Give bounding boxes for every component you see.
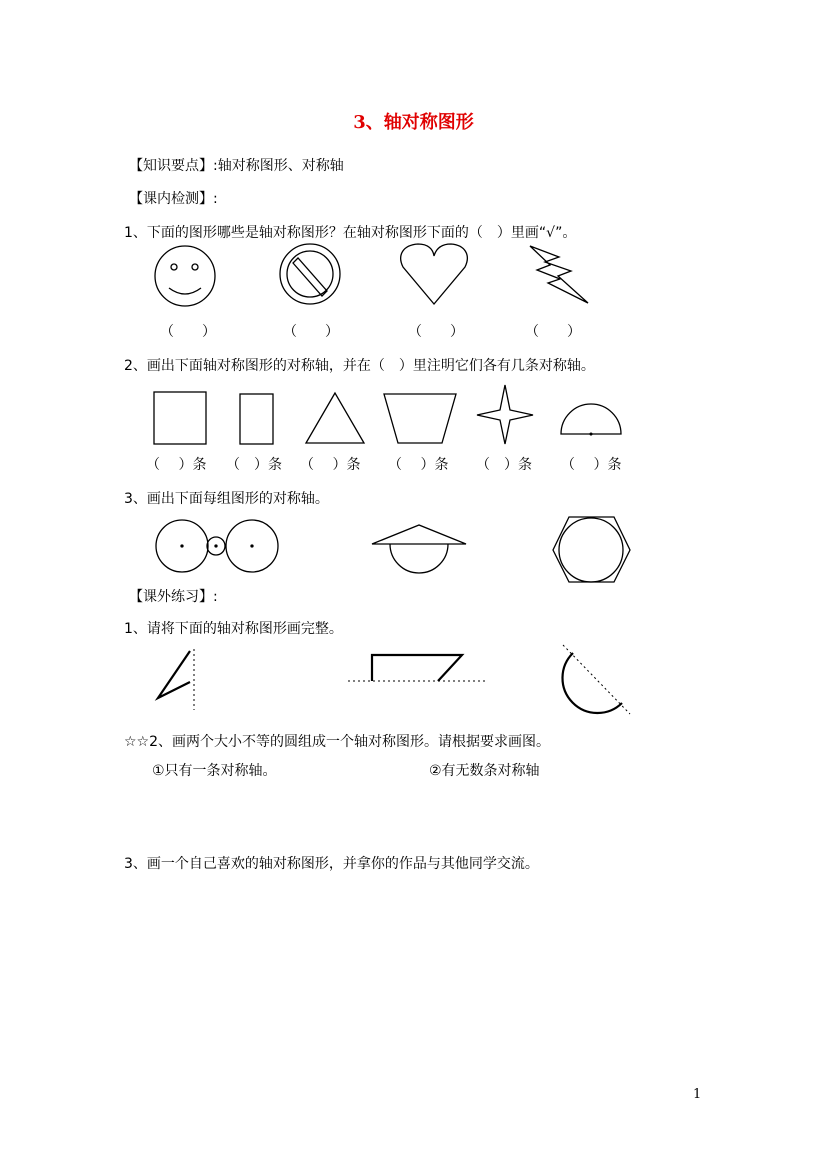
question-1-text: 1、下面的图形哪些是轴对称图形？在轴对称图形下面的（ ）里画“√”。	[124, 225, 577, 241]
knowledge-content: :轴对称图形、对称轴	[213, 158, 344, 174]
half-triangle-figure	[158, 649, 194, 710]
square-icon	[154, 392, 206, 444]
smiley-face-icon	[155, 246, 215, 306]
q2-answer-blank[interactable]: （ ）条	[388, 457, 449, 473]
exercise-3-text: 3、画一个自己喜欢的轴对称图形，并拿你的作品与其他同学交流。	[124, 856, 539, 872]
half-circle-figure	[562, 645, 630, 714]
q1-answer-blank[interactable]: （ ）	[283, 324, 339, 340]
three-circles-icon	[156, 520, 278, 572]
triangle-semicircle-icon	[372, 525, 466, 573]
hexagon-circle-icon	[553, 517, 630, 582]
question-3-text: 3、画出下面每组图形的对称轴。	[124, 491, 329, 507]
q1-answer-blank[interactable]: （ ）	[160, 324, 216, 340]
q2-answer-blank[interactable]: （ ）条	[300, 457, 361, 473]
section-extra-heading: 【课外练习】:	[129, 589, 218, 605]
semicircle-icon	[561, 404, 621, 435]
exercise-2-text: ☆☆2、画两个大小不等的圆组成一个轴对称图形。请根据要求画图。	[124, 734, 551, 750]
trapezoid-icon	[384, 394, 456, 443]
q1-answer-blank[interactable]: （ ）	[408, 324, 464, 340]
question-2-text: 2、画出下面轴对称图形的对称轴，并在（ ）里注明它们各有几条对称轴。	[124, 358, 595, 374]
triangle-icon	[306, 393, 364, 443]
four-point-star-icon	[477, 385, 533, 444]
rectangle-icon	[240, 394, 273, 444]
no-entry-sign-icon	[280, 244, 340, 304]
q2-answer-blank[interactable]: （ ）条	[561, 457, 622, 473]
q2-answer-blank[interactable]: （ ）条	[146, 457, 207, 473]
heart-icon	[401, 244, 468, 304]
section-in-class-heading: 【课内检测】:	[129, 191, 218, 207]
q1-answer-blank[interactable]: （ ）	[525, 324, 581, 340]
page-title: 3、轴对称图形	[353, 112, 474, 133]
exercise-2-sub-1: ①只有一条对称轴。	[152, 763, 277, 779]
lightning-bolt-icon	[530, 246, 588, 303]
q2-answer-blank[interactable]: （ ）条	[476, 457, 532, 473]
exercise-1-text: 1、请将下面的轴对称图形画完整。	[124, 621, 343, 637]
page-number: 1	[693, 1087, 702, 1102]
half-trapezoid-figure	[348, 655, 487, 681]
q2-answer-blank[interactable]: （ ）条	[226, 457, 282, 473]
exercise-2-sub-2: ②有无数条对称轴	[429, 763, 540, 779]
knowledge-label: 【知识要点】	[129, 158, 213, 174]
